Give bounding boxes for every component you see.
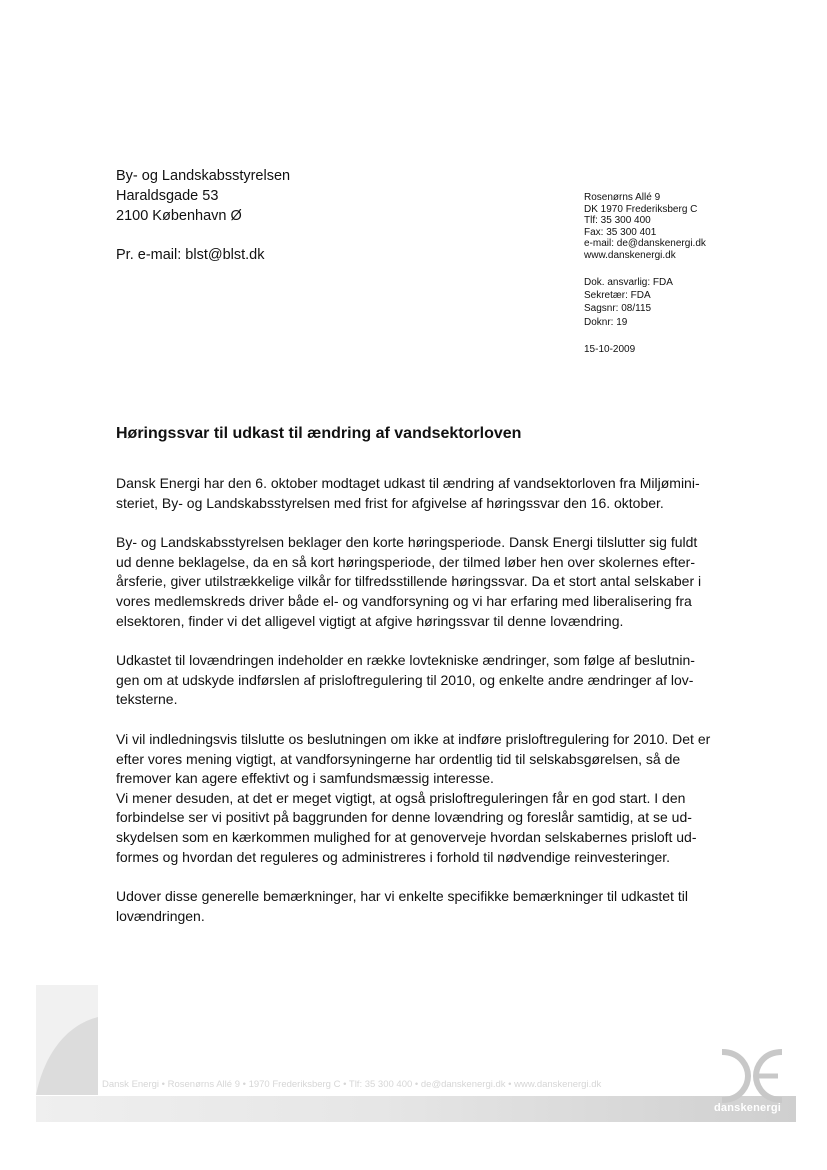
text-line: fremover kan agere effektivt og i samfundsmæssig interesse. xyxy=(116,770,494,787)
ref-responsible: Dok. ansvarlig: FDA xyxy=(584,277,673,288)
paragraph-1 xyxy=(116,474,724,513)
text-line: efter vores mening vigtigt, at vandforsyningerne har ordentlig tid til selskabsgørelsen, så de xyxy=(116,750,681,767)
sender-email: e-mail: de@danskenergi.dk xyxy=(584,238,706,250)
text-line: forbindelse ser vi positivt på baggrunden for denne lovændring og foreslår samtidig, at se ud- xyxy=(116,809,692,826)
footer-band xyxy=(36,1096,796,1122)
paragraph-5 xyxy=(116,887,724,926)
sender-phone: Tlf: 35 300 400 xyxy=(584,215,651,227)
logo-wordmark: danskenergi xyxy=(714,1102,782,1114)
text-line: By- og Landskabsstyrelsen beklager den korte høringsperiode. Dansk Energi tilslutter sig fuldt xyxy=(116,534,698,551)
text-line: skydelsen som en kærkommen mulighed for at genoverveje hvordan selskabernes prisloft ud- xyxy=(116,828,697,845)
text-line: gen om at udskyde indførslen af prisloftregulering til 2010, og enkelte andre ændringer af lov- xyxy=(116,671,694,688)
letter-date: 15-10-2009 xyxy=(584,344,636,355)
text-line: Dansk Energi har den 6. oktober modtaget udkast til ændring af vandsektorloven fra Miljømini- xyxy=(116,475,700,491)
document-references xyxy=(584,276,673,329)
text-line: formes og hvordan det reguleres og administreres i forhold til nødvendige reinvesteringer. xyxy=(116,848,671,865)
text-line: teksterne. xyxy=(116,691,178,708)
text-line: vores medlemskreds driver både el- og vandforsyning og vi har erfaring med liberalisering fra xyxy=(116,592,692,609)
text-line: lovændringen. xyxy=(116,907,205,924)
paragraph-4 xyxy=(116,730,724,867)
letter-subject: Høringssvar til udkast til ændring af vandsektorloven xyxy=(116,425,522,442)
text-line: Vi mener desuden, at det er meget vigtigt, at også prisloftreguleringen får en god start. I den xyxy=(116,789,686,806)
recipient-street: Haraldsgade 53 xyxy=(116,188,219,204)
text-line: steriet, By- og Landskabsstyrelsen med frist for afgivelse af høringssvar den 16. oktober. xyxy=(116,494,664,511)
recipient-name: By- og Landskabsstyrelsen xyxy=(116,168,291,184)
footer-swoosh-graphic xyxy=(36,985,98,1095)
sender-fax: Fax: 35 300 401 xyxy=(584,226,657,238)
sender-city: DK 1970 Frederiksberg C xyxy=(584,203,698,215)
letter-body xyxy=(116,474,724,946)
paragraph-3 xyxy=(116,651,724,710)
recipient-city: 2100 København Ø xyxy=(116,208,242,224)
text-line: ud denne beklagelse, da en så kort høringsperiode, der tilmed løber hen over skolernes efter- xyxy=(116,553,695,570)
text-line: Udover disse generelle bemærkninger, har vi enkelte specifikke bemærkninger til udkastet til xyxy=(116,888,688,905)
recipient-email: Pr. e-mail: blst@blst.dk xyxy=(116,247,265,263)
text-line: Udkastet til lovændringen indeholder en række lovtekniske ændringer, som følge af beslutnin- xyxy=(116,652,695,669)
sender-website: www.danskenergi.dk xyxy=(584,249,676,261)
sender-address xyxy=(584,192,706,262)
recipient-address xyxy=(116,166,290,265)
ref-doc-number: Doknr: 19 xyxy=(584,316,628,328)
text-line: elsektoren, finder vi det alligevel vigtigt at afgive høringssvar til denne lovændring. xyxy=(116,612,624,629)
sender-street: Rosenørns Allé 9 xyxy=(584,192,661,203)
paragraph-2 xyxy=(116,533,724,631)
ref-secretary: Sekretær: FDA xyxy=(584,290,651,302)
text-line: Vi vil indledningsvis tilslutte os beslutningen om ikke at indføre prisloftregulering for 2010. Det er xyxy=(116,730,711,747)
ref-case-number: Sagsnr: 08/115 xyxy=(584,303,652,315)
text-line: årsferie, giver utilstrækkelige vilkår for tilfredsstillende høringssvar. Da et stort antal selskaber i xyxy=(116,573,702,590)
footer-contact-line: Dansk Energi • Rosenørns Allé 9 • 1970 Frederiksberg C • Tlf: 35 300 400 • de@danskenergi.dk • www.danskenergi.dk xyxy=(102,1079,602,1090)
